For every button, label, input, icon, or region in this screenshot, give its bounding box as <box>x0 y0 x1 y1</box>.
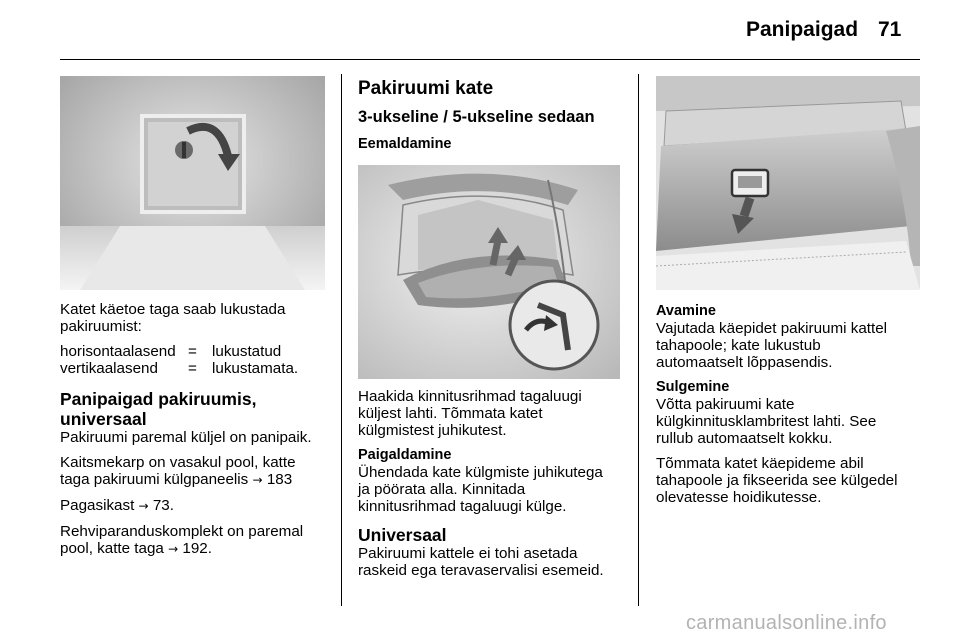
paragraph: Haakida kinnitusrihmad tagaluugi küljest lahti. Tõmmata katet külgmistest juhikutest. <box>358 388 582 439</box>
lock-position-table <box>60 343 335 377</box>
paragraph: Rehviparanduskomplekt on paremal pool, katte taga → 192. <box>60 523 304 557</box>
table-eq: = <box>188 343 197 360</box>
table-term: vertikaalasend <box>60 360 158 377</box>
page-ref-link[interactable]: 73. <box>152 497 174 514</box>
header-rule <box>60 59 920 60</box>
paragraph: Ühendada kate külgmiste juhikutega ja pöörata alla. Kinnitada kinnitusrihmad tagaluugi külge. <box>358 464 603 515</box>
page-number: 71 <box>878 18 902 41</box>
paragraph: Tõmmata katet käepideme abil tahapoole ja fikseerida see külgedel olevatesse hoidikutesse. <box>656 455 898 506</box>
subsection-installation: Paigaldamine <box>358 447 452 463</box>
table-value: lukustamata. <box>212 360 299 377</box>
column-divider-2 <box>638 74 639 606</box>
subsection-opening: Avamine <box>656 303 716 319</box>
armrest-caption: Katet käetoe taga saab lukustada pakiruumist: <box>60 301 286 335</box>
page-ref-arrow-icon: → <box>168 542 179 556</box>
table-value: lukustatud <box>212 343 282 360</box>
wagon-cover-illustration <box>656 76 920 290</box>
subheading-sedan: 3-ukseline / 5-ukseline sedaan <box>358 108 595 126</box>
paragraph: Pakiruumi kattele ei tohi asetada raskeid ega teravaservalisi esemeid. <box>358 545 604 579</box>
paragraph: Pagasikast → 73. <box>60 497 174 514</box>
paragraph: Kaitsmekarp on vasakul pool, katte taga pakiruumi külgpaneelis → 183 <box>60 454 296 488</box>
table-eq: = <box>188 360 197 377</box>
column-2-header <box>358 78 628 153</box>
column-2 <box>358 388 633 587</box>
column-1 <box>60 301 335 566</box>
armrest-lock-illustration <box>60 76 325 290</box>
section-heading-cover: Pakiruumi kate <box>358 78 494 99</box>
paragraph: Vajutada käepidet pakiruumi kattel tahapoole; kate lukustub automaatselt lõppasendis. <box>656 320 888 371</box>
section-heading-storage: Panipaigad pakiruumis, universaal <box>60 389 257 429</box>
page-ref-link[interactable]: 183 <box>266 471 293 488</box>
paragraph: Pakiruumi paremal küljel on panipaik. <box>60 429 312 446</box>
load-cover-illustration <box>358 165 620 379</box>
page-ref-arrow-icon: → <box>138 499 149 513</box>
section-heading-wagon: Universaal <box>358 525 447 545</box>
subsection-removal: Eemaldamine <box>358 136 452 152</box>
subsection-closing: Sulgemine <box>656 379 730 395</box>
page-ref-arrow-icon: → <box>252 473 263 487</box>
paragraph: Võtta pakiruumi kate külgkinnitusklambritest lahti. See rullub automaatselt kokku. <box>656 396 877 447</box>
page-ref-link[interactable]: 192. <box>182 540 212 557</box>
table-term: horisontaalasend <box>60 343 176 360</box>
column-divider-1 <box>341 74 342 606</box>
page-header-title: Panipaigad <box>746 18 859 41</box>
column-3 <box>656 303 920 514</box>
watermark-text: carmanualsonline.info <box>686 612 887 634</box>
